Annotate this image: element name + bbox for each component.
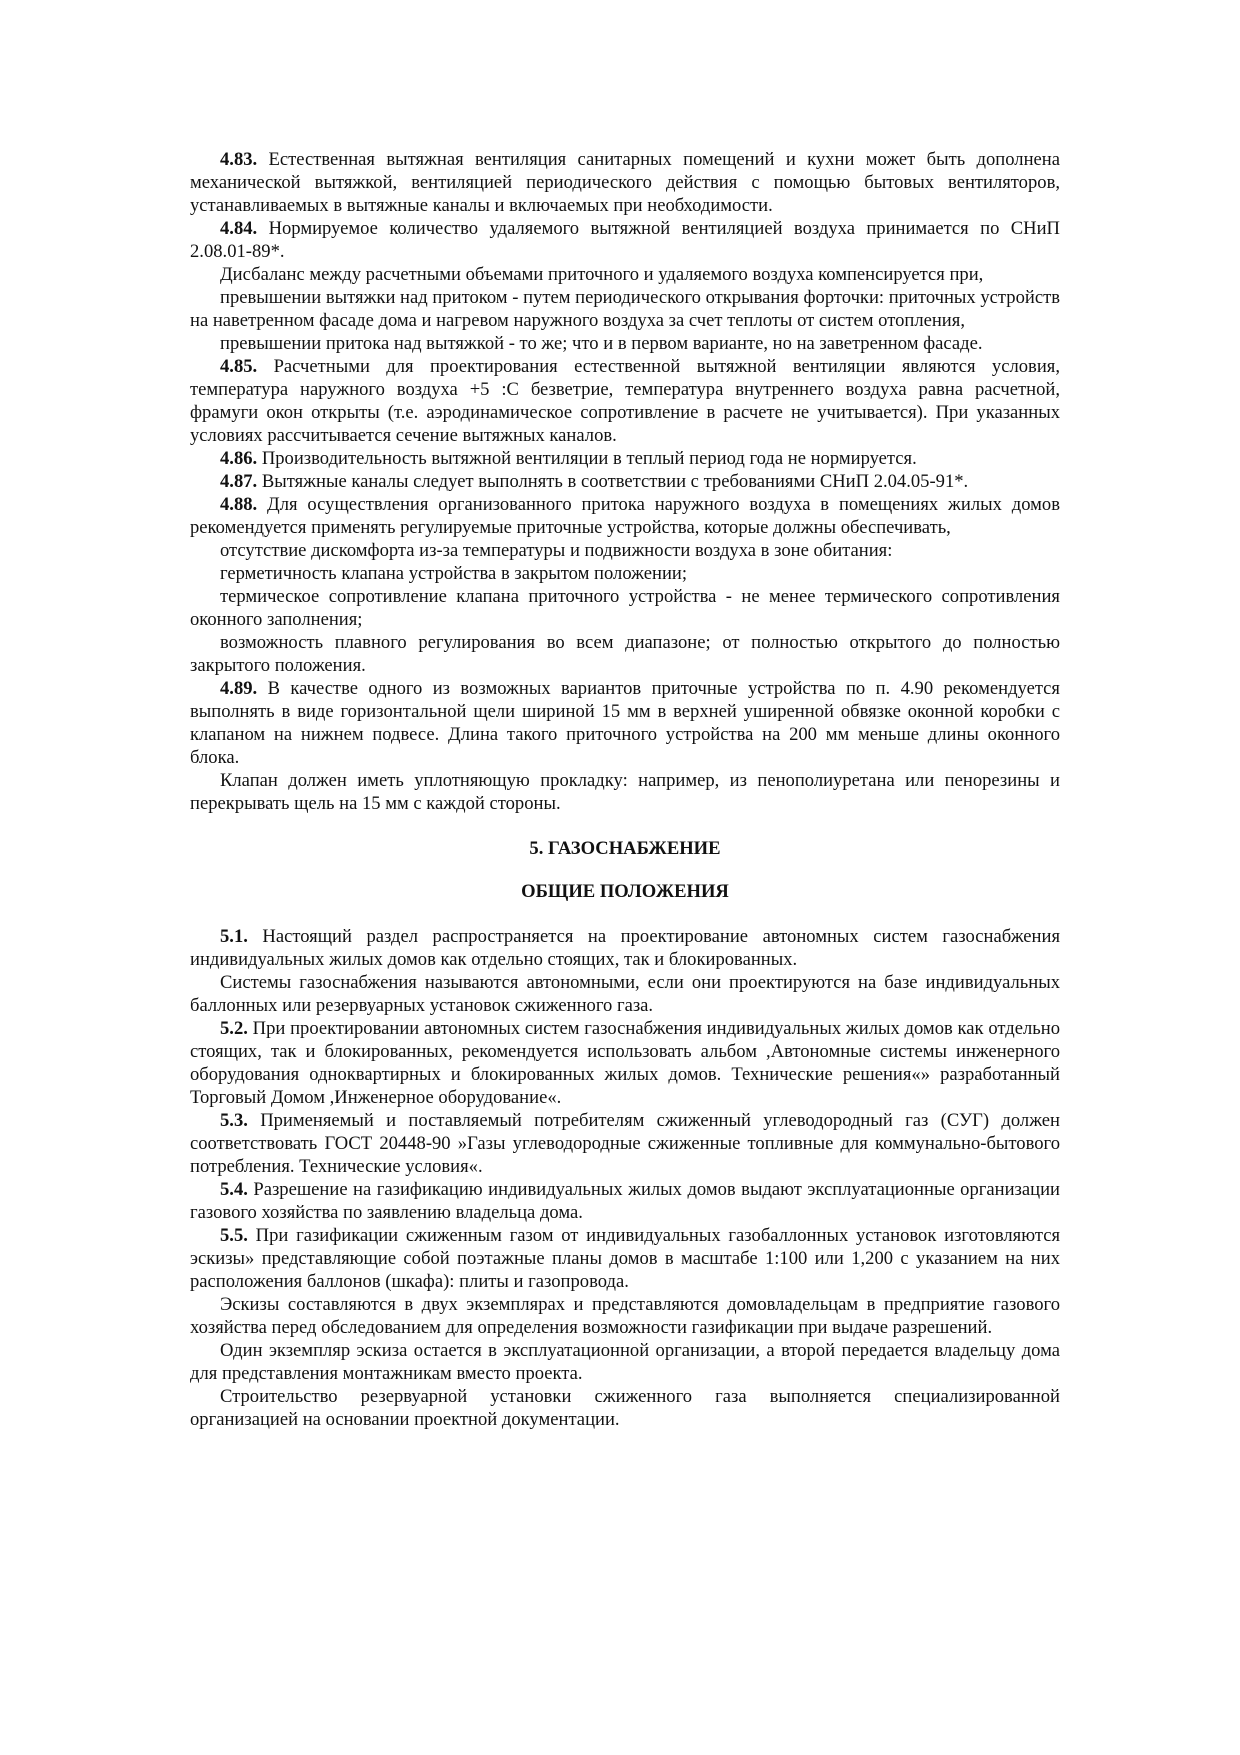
clause-number: 5.4. <box>220 1179 248 1200</box>
paragraph-text: возможность плавного регулирования во всем диапазоне; от полностью открытого до полностью закрытого положения. <box>190 632 1060 676</box>
paragraph <box>190 1178 1060 1224</box>
clause-number: 4.87. <box>220 471 258 492</box>
section-4-ventilation-text <box>190 148 1060 815</box>
paragraph <box>190 539 1060 562</box>
paragraph <box>190 925 1060 971</box>
paragraph-text: отсутствие дискомфорта из-за температуры и подвижности воздуха в зоне обитания: <box>220 540 893 561</box>
paragraph <box>190 585 1060 631</box>
clause-number: 4.83. <box>220 149 258 170</box>
paragraph <box>190 148 1060 217</box>
paragraph-text: При газификации сжиженным газом от индивидуальных газобаллонных установок изготовляются эскизы» представляющие собой поэтажные планы домов в масштабе 1:100 или 1,200 с указанием на них расположения баллонов (шкафа): плиты и газопровода. <box>190 1225 1060 1292</box>
document-page <box>190 148 1060 1431</box>
paragraph-text: Нормируемое количество удаляемого вытяжной вентиляцией воздуха принимается по СНиП 2.08.01-89*. <box>190 218 1060 262</box>
paragraph-text: Применяемый и поставляемый потребителям сжиженный углеводородный газ (СУГ) должен соответствовать ГОСТ 20448-90 »Газы углеводородные сжиженные топливные для коммунально-бытового потребления. Технические условия«. <box>190 1110 1060 1177</box>
clause-number: 5.5. <box>220 1225 248 1246</box>
paragraph <box>190 1385 1060 1431</box>
paragraph <box>190 562 1060 585</box>
clause-number: 4.85. <box>220 356 258 377</box>
clause-number: 4.88. <box>220 494 258 515</box>
paragraph-text: Системы газоснабжения называются автономными, если они проектируются на базе индивидуальных баллонных или резервуарных установок сжиженного газа. <box>190 972 1060 1016</box>
paragraph <box>190 263 1060 286</box>
clause-number: 5.3. <box>220 1110 248 1131</box>
paragraph-text: Строительство резервуарной установки сжиженного газа выполняется специализированной организацией на основании проектной документации. <box>190 1386 1060 1430</box>
paragraph <box>190 1293 1060 1339</box>
paragraph <box>190 332 1060 355</box>
paragraph-text: Разрешение на газификацию индивидуальных жилых домов выдают эксплуатационные организации газового хозяйства по заявлению владельца дома. <box>190 1179 1060 1223</box>
paragraph-text: термическое сопротивление клапана приточного устройства - не менее термического сопротивления оконного заполнения; <box>190 586 1060 630</box>
subsection-title: ОБЩИЕ ПОЛОЖЕНИЯ <box>521 881 729 902</box>
paragraph-text: В качестве одного из возможных вариантов приточные устройства по п. 4.90 рекомендуется выполнять в виде горизонтальной щели шириной 15 мм в верхней уширенной обвязке оконной коробки с клапаном на нижнем подвесе. Длина такого приточного устройства на 200 мм меньше длины оконного блока. <box>190 678 1060 768</box>
clause-number: 4.89. <box>220 678 258 699</box>
paragraph-text: Настоящий раздел распространяется на проектирование автономных систем газоснабжения индивидуальных жилых домов как отдельно стоящих, так и блокированных. <box>190 926 1060 970</box>
paragraph <box>190 470 1060 493</box>
paragraph <box>190 286 1060 332</box>
paragraph <box>190 1109 1060 1178</box>
paragraph <box>190 769 1060 815</box>
paragraph-text: герметичность клапана устройства в закрытом положении; <box>220 563 688 584</box>
paragraph-text: Для осуществления организованного притока наружного воздуха в помещениях жилых домов рекомендуется применять регулируемые приточные устройства, которые должны обеспечивать, <box>190 494 1060 538</box>
paragraph <box>190 1339 1060 1385</box>
clause-number: 5.2. <box>220 1018 248 1039</box>
paragraph <box>190 1017 1060 1109</box>
paragraph <box>190 1224 1060 1293</box>
paragraph-text: Естественная вытяжная вентиляция санитарных помещений и кухни может быть дополнена механической вытяжкой, вентиляцией периодического действия с помощью бытовых вентиляторов, устанавливаемых в вытяжные каналы и включаемых при необходимости. <box>190 149 1060 216</box>
paragraph <box>190 217 1060 263</box>
section-title: 5. ГАЗОСНАБЖЕНИЕ <box>529 838 721 859</box>
paragraph-text: Расчетными для проектирования естественной вытяжной вентиляции являются условия, температура наружного воздуха +5 :С безветрие, температура внутреннего воздуха равна расчетной, фрамуги окон открыты (т.е. аэродинамическое сопротивление в расчете не учитывается). При указанных условиях рассчитывается сечение вытяжных каналов. <box>190 356 1060 446</box>
paragraph-text: превышении притока над вытяжкой - то же; что и в первом варианте, но на заветренном фасаде. <box>220 333 983 354</box>
paragraph <box>190 493 1060 539</box>
paragraph <box>190 355 1060 447</box>
section-5-gas-supply-text <box>190 925 1060 1431</box>
paragraph-text: превышении вытяжки над притоком - путем периодического открывания форточки: приточных устройств на наветренном фасаде дома и нагревом наружного воздуха за счет теплоты от систем отопления, <box>190 287 1060 331</box>
paragraph-text: Вытяжные каналы следует выполнять в соответствии с требованиями СНиП 2.04.05-91*. <box>257 471 969 492</box>
paragraph-text: Дисбаланс между расчетными объемами приточного и удаляемого воздуха компенсируется при, <box>220 264 984 285</box>
paragraph-text: Клапан должен иметь уплотняющую прокладку: например, из пенополиуретана или пенорезины и перекрывать щель на 15 мм с каждой стороны. <box>190 770 1060 814</box>
paragraph <box>190 631 1060 677</box>
clause-number: 5.1. <box>220 926 248 947</box>
paragraph-text: Производительность вытяжной вентиляции в теплый период года не нормируется. <box>257 448 917 469</box>
paragraph-text: Эскизы составляются в двух экземплярах и представляются домовладельцам в предприятие газового хозяйства перед обследованием для определения возможности газификации при выдаче разрешений. <box>190 1294 1060 1338</box>
paragraph <box>190 447 1060 470</box>
paragraph <box>190 677 1060 769</box>
paragraph <box>190 971 1060 1017</box>
clause-number: 4.86. <box>220 448 258 469</box>
paragraph-text: Один экземпляр эскиза остается в эксплуатационной организации, а второй передается владельцу дома для представления монтажникам вместо проекта. <box>190 1340 1060 1384</box>
clause-number: 4.84. <box>220 218 258 239</box>
paragraph-text: При проектировании автономных систем газоснабжения индивидуальных жилых домов как отдельно стоящих, так и блокированных, рекомендуется использовать альбом ,Автономные системы инженерного оборудования одноквартирных и блокированных жилых домов. Технические решения«» разработанный Торговый Домом ,Инженерное оборудование«. <box>190 1018 1060 1108</box>
